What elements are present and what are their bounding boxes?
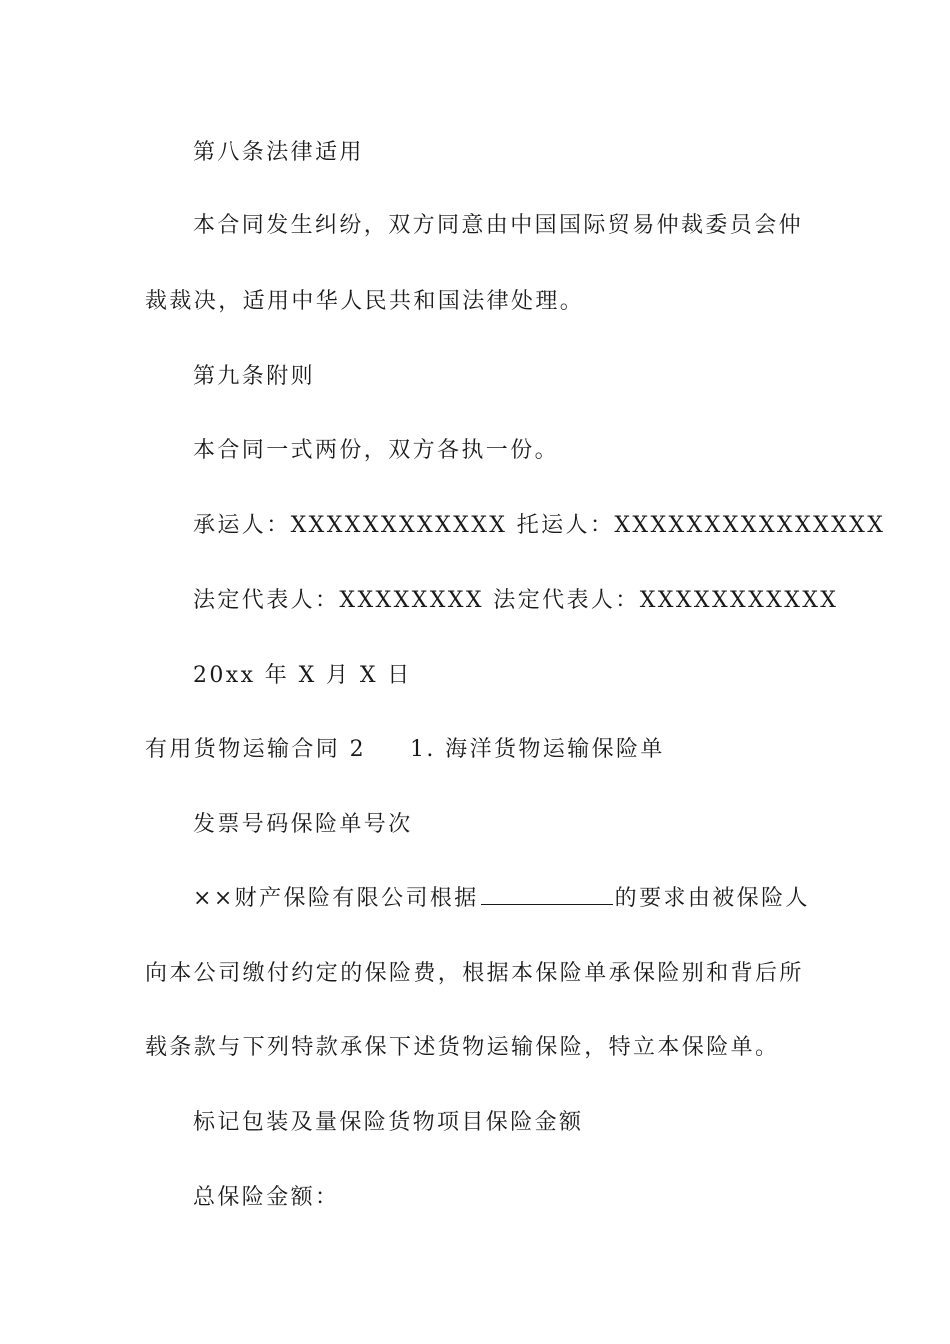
date-line: 20xx 年 X 月 X 日 (193, 663, 412, 688)
article-9-heading: 第九条附则 (193, 364, 316, 389)
section-heading (145, 737, 665, 763)
paragraph-line: 本合同一式两份，双方各执一份。 (193, 438, 560, 463)
paragraph-line: 载条款与下列特款承保下述货物运输保险，特立本保险单。 (145, 1035, 780, 1060)
text-after-blank: 的要求由被保险人 (614, 886, 810, 911)
paragraph-line: 本合同发生纠纷，双方同意由中国国际贸易仲裁委员会仲 (193, 213, 804, 238)
paragraph-line (193, 886, 810, 912)
invoice-policy-number-line: 发票号码保险单号次 (193, 812, 413, 837)
paragraph-line: 向本公司缴付约定的保险费，根据本保险单承保险别和背后所 (145, 961, 804, 986)
text-before-blank: ××财产保险有限公司根据 (193, 886, 479, 911)
section-title: 有用货物运输合同 2 (145, 737, 366, 762)
table-header-line: 标记包装及量保险货物项目保险金额 (193, 1110, 584, 1135)
paragraph-line: 裁裁决，适用中华人民共和国法律处理。 (145, 289, 585, 314)
signatory-legal-reps: 法定代表人：XXXXXXXX 法定代表人：XXXXXXXXXXX (193, 588, 839, 613)
fill-in-blank (481, 886, 613, 905)
section-subtitle: 1. 海洋货物运输保险单 (410, 737, 665, 762)
total-insured-amount-label: 总保险金额： (193, 1185, 340, 1210)
signatory-carrier-shipper: 承运人：XXXXXXXXXXXX 托运人：XXXXXXXXXXXXXXX (193, 513, 886, 538)
article-8-heading: 第八条法律适用 (193, 140, 364, 165)
